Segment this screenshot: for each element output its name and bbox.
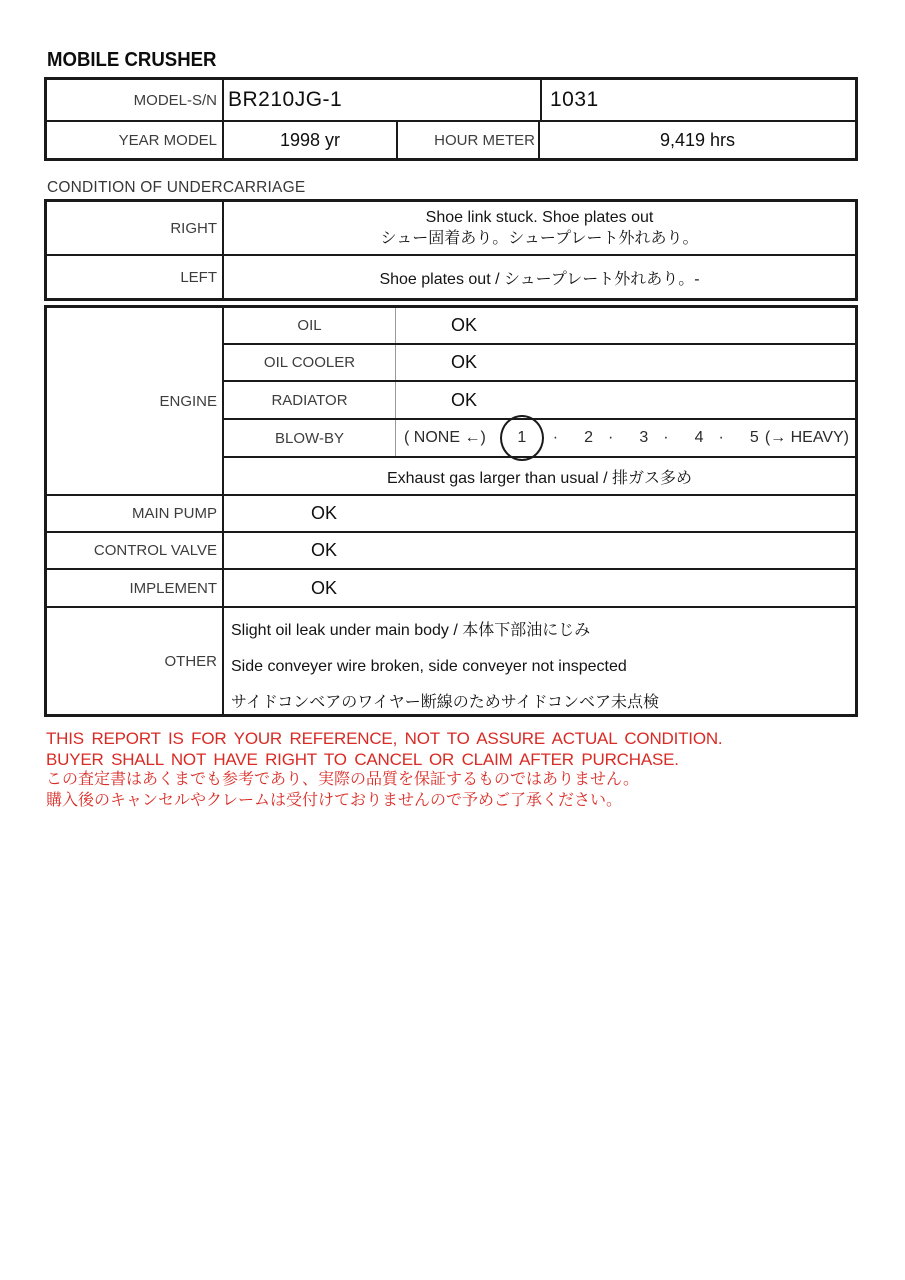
table-row bbox=[47, 606, 855, 714]
right-track-value bbox=[222, 202, 855, 254]
model-sn-value: BR210JG-1 bbox=[222, 80, 540, 120]
scale-number-2: 2 bbox=[584, 429, 594, 446]
other-line-3: サイドコンベアのワイヤー断線のためサイドコンベア未点検 bbox=[231, 694, 660, 711]
blow-by-selected-circle bbox=[500, 415, 544, 461]
radiator-value: OK bbox=[451, 389, 478, 410]
control-valve-value: OK bbox=[222, 533, 855, 568]
oil-value: OK bbox=[451, 315, 478, 335]
left-track-label: LEFT bbox=[47, 254, 222, 298]
oil-label: OIL bbox=[224, 308, 396, 343]
engine-block bbox=[47, 308, 855, 494]
scale-separator: · bbox=[608, 429, 614, 446]
oil-cooler-value: OK bbox=[451, 352, 478, 372]
table-row bbox=[224, 308, 855, 343]
blow-by-selected-value: 1 bbox=[517, 429, 527, 446]
right-track-label: RIGHT bbox=[170, 219, 217, 237]
control-valve-label: CONTROL VALVE bbox=[93, 542, 217, 559]
table-row bbox=[47, 254, 855, 298]
blow-by-label: BLOW-BY bbox=[224, 420, 396, 456]
implement-label: IMPLEMENT bbox=[129, 579, 217, 597]
table-row bbox=[47, 202, 855, 254]
page-title: MOBILE CRUSHER bbox=[47, 49, 217, 71]
table-row bbox=[47, 120, 855, 158]
other-line-1: Slight oil leak under main body / 本体下部油にじみ bbox=[231, 622, 591, 639]
disclaimer-block bbox=[46, 729, 876, 811]
disclaimer-line-en-1: THIS REPORT IS FOR YOUR REFERENCE, NOT TO ASSURE ACTUAL CONDITION. bbox=[46, 729, 723, 748]
table-row bbox=[47, 494, 855, 531]
disclaimer-line-en-2: BUYER SHALL NOT HAVE RIGHT TO CANCEL OR CLAIM AFTER PURCHASE. bbox=[46, 749, 679, 769]
other-value bbox=[222, 608, 855, 714]
scale-number-4: 4 bbox=[694, 429, 704, 446]
undercarriage-table bbox=[44, 199, 858, 301]
hour-meter-value: 9,419 hrs bbox=[538, 120, 855, 158]
right-track-value-jp: シュー固着あり。シュープレート外れあり。 bbox=[380, 230, 699, 247]
main-pump-value: OK bbox=[222, 496, 855, 531]
oil-cooler-label: OIL COOLER bbox=[224, 345, 396, 380]
blow-by-scale-numbers bbox=[538, 429, 759, 447]
condition-table bbox=[44, 305, 858, 717]
table-row bbox=[47, 531, 855, 568]
blow-by-none-label: ( NONE ←) bbox=[404, 429, 486, 446]
section-heading-undercarriage: CONDITION OF UNDERCARRIAGE bbox=[47, 179, 306, 196]
table-row bbox=[224, 418, 855, 456]
scale-number-3: 3 bbox=[639, 429, 649, 446]
engine-subrows bbox=[222, 308, 855, 494]
year-model-value: 1998 yr bbox=[222, 120, 396, 158]
hour-meter-label: HOUR METER bbox=[396, 120, 538, 158]
main-pump-label: MAIN PUMP bbox=[131, 505, 217, 522]
implement-value: OK bbox=[222, 570, 855, 606]
table-row bbox=[224, 380, 855, 418]
scale-separator: · bbox=[718, 429, 724, 446]
disclaimer-line-jp-2: 購入後のキャンセルやクレームは受付けておりませんので予めご了承ください。 bbox=[46, 791, 623, 809]
blow-by-heavy-label: (→ HEAVY) bbox=[764, 429, 849, 446]
radiator-label: RADIATOR bbox=[224, 382, 396, 418]
year-model-label: YEAR MODEL bbox=[47, 120, 222, 158]
table-row bbox=[47, 80, 855, 120]
header-table bbox=[44, 77, 858, 161]
engine-note: Exhaust gas larger than usual / 排ガス多め bbox=[224, 456, 855, 494]
engine-label: ENGINE bbox=[159, 392, 217, 410]
other-line-2: Side conveyer wire broken, side conveyer not inspected bbox=[231, 658, 627, 675]
scale-separator: · bbox=[552, 429, 559, 446]
table-row bbox=[47, 568, 855, 606]
serial-number-value: 1031 bbox=[540, 80, 855, 120]
other-label: OTHER bbox=[164, 652, 217, 670]
scale-separator: · bbox=[663, 429, 669, 446]
table-row bbox=[224, 343, 855, 380]
model-sn-label: MODEL-S/N bbox=[133, 91, 217, 109]
left-track-value: Shoe plates out / シュープレート外れあり。- bbox=[222, 254, 855, 298]
right-track-value-en: Shoe link stuck. Shoe plates out bbox=[425, 209, 654, 226]
blow-by-scale bbox=[396, 420, 855, 456]
disclaimer-line-jp-1: この査定書はあくまでも参考であり、実際の品質を保証するものではありません。 bbox=[46, 771, 639, 788]
scale-number-5: 5 bbox=[749, 429, 759, 446]
